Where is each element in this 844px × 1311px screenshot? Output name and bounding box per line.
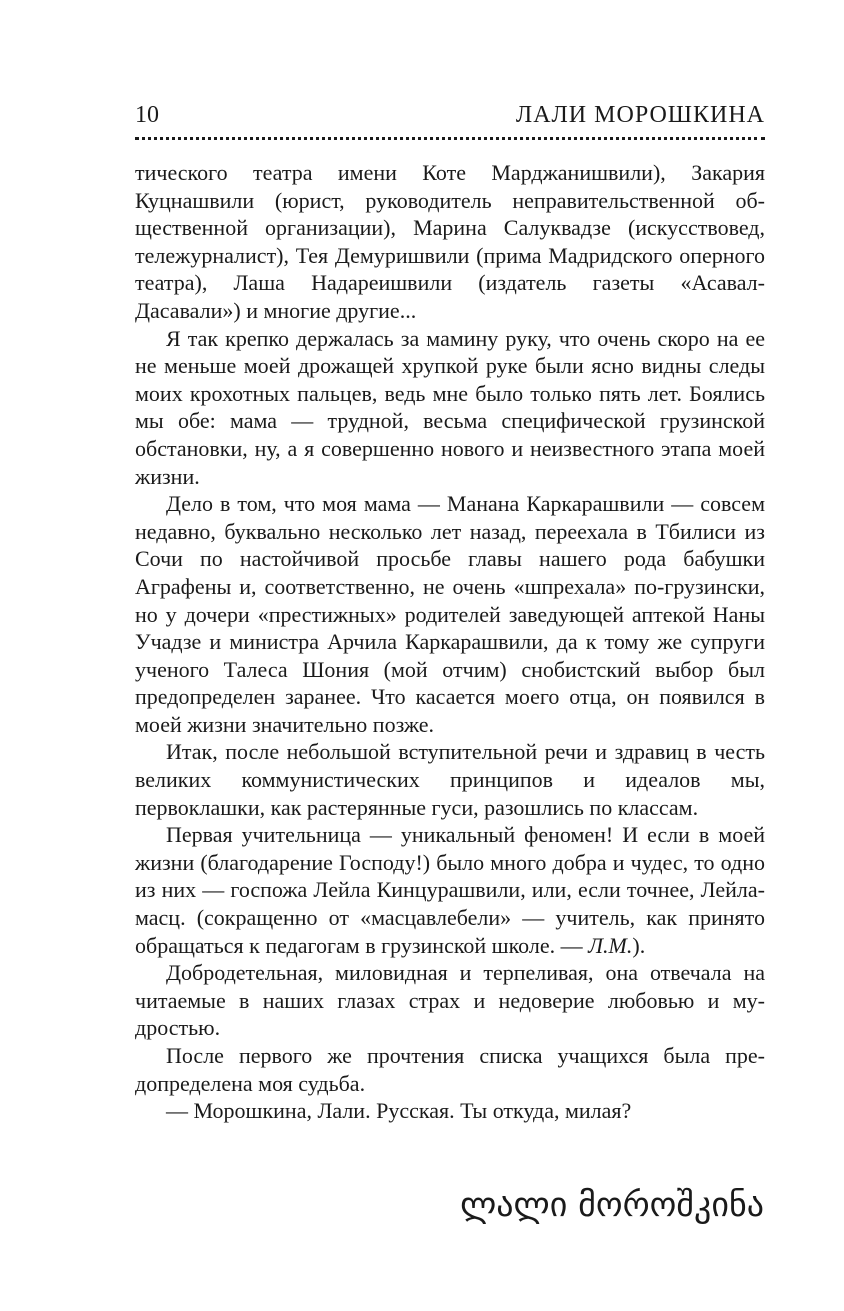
paragraph-mother-background: Дело в том, что моя мама — Манана Каркарашвили — совсем недавно, буквально несколько лет назад, переехала в Тбилиси из Сочи по настойчивой просьбе главы нашего рода бабушки Аграфены и, соответственно, не очень «шпрехала» по-грузински, но у дочери «престижных» родителей заведующей аптекой Наны Учадзе и министра Арчила Каркарашвили, да к тому же супруги ученого Талеса Шония (мой отчим) снобистский выбор был предопределен заранее. Что касается моего отца, он появился в моей жизни значительно позже.: [135, 491, 765, 737]
teacher-closing: ).: [632, 932, 646, 958]
body-text: [135, 159, 765, 1125]
georgian-author-name: ლალი მოროშკინა: [460, 1185, 764, 1225]
paragraph-first-teacher: [135, 821, 765, 959]
paragraph-continuation: тического театра имени Коте Марджанишвили), Закария Куцнашвили (юрист, руководитель неправительственной общественной организации), Марина Салуквадзе (искусствовед, тележурналист), Тея Демуришвили (прима Мадридского оперного театра), Лаша Надареишвили (издатель газеты «Асавал-Дасавали») и многие другие...: [135, 160, 765, 323]
teacher-text: Первая учительница — уникальный феномен! И если в моей жизни (благодарение Господу!) было много добра и чудес, то одно из них — госпожа Лейла Кинцурашвили, или, если точнее, Лейла-масц. (сокращенно от «масцавлебели» — учитель, как принято обращаться к педагогам в грузинской школе. —: [135, 822, 765, 958]
paragraph-first-graders: Итак, после небольшой вступительной речи и здравиц в честь великих коммунистических принципов и идеалов мы, первоклашки, как растерянные гуси, разошлись по классам.: [135, 739, 765, 820]
paragraph-mother-hand: Я так крепко держалась за мамину руку, что очень скоро на ее не меньше моей дрожащей хрупкой руке были ясно видны следы моих крохотных пальцев, ведь мне было только пять лет. Боялись мы обе: мама — трудной, весьма специфической грузинской обстановки, ну, а я совершенно нового и неизвестного этапа моей жизни.: [135, 325, 765, 489]
paragraph-virtuous: Добродетельная, миловидная и терпеливая, она отвечала на читаемые в наших глазах страх и недоверие любовью и мудростью.: [135, 960, 765, 1041]
running-head-title: ЛАЛИ МОРОШКИНА: [515, 102, 765, 128]
dotted-divider: [135, 137, 765, 140]
paragraph-dialogue: — Морошкина, Лали. Русская. Ты откуда, милая?: [166, 1098, 632, 1124]
author-initials: Л.М.: [588, 932, 633, 958]
running-head: [135, 100, 765, 130]
page-number: 10: [135, 102, 159, 128]
paragraph-fate: После первого же прочтения списка учащихся была предопределена моя судьба.: [135, 1043, 765, 1096]
